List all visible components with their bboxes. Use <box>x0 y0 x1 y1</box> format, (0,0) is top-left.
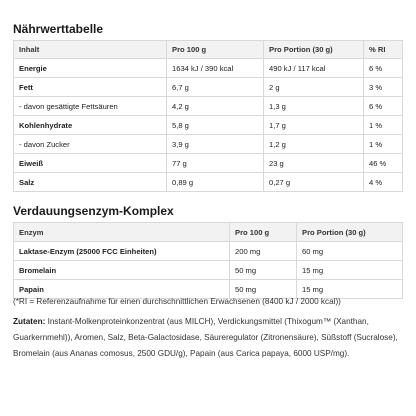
column-header-per100: Pro 100 g <box>167 41 264 59</box>
nutrient-name: - davon Zucker <box>14 135 167 154</box>
value-per-portion: 0,27 g <box>264 173 364 192</box>
value-per-portion: 2 g <box>264 78 364 97</box>
value-per-100g: 77 g <box>167 154 264 173</box>
value-per-portion: 60 mg <box>297 242 403 261</box>
value-per-100g: 0,89 g <box>167 173 264 192</box>
value-ri-percent: 3 % <box>364 78 403 97</box>
value-per-portion: 15 mg <box>297 280 403 299</box>
value-per-100g: 200 mg <box>230 242 297 261</box>
value-per-100g: 6,7 g <box>167 78 264 97</box>
enzyme-table-body <box>14 242 403 299</box>
value-per-portion: 1,7 g <box>264 116 364 135</box>
value-per-100g: 3,9 g <box>167 135 264 154</box>
value-per-portion: 1,3 g <box>264 97 364 116</box>
nutrition-header-row <box>14 41 403 59</box>
nutrition-table <box>13 40 403 192</box>
value-ri-percent: 1 % <box>364 135 403 154</box>
table-row <box>14 59 403 78</box>
ingredients-text <box>13 314 405 362</box>
table-row <box>14 116 403 135</box>
value-ri-percent: 4 % <box>364 173 403 192</box>
table-row <box>14 78 403 97</box>
table-row <box>14 242 403 261</box>
nutrient-name: - davon gesättigte Fettsäuren <box>14 97 167 116</box>
value-per-portion: 15 mg <box>297 261 403 280</box>
nutrient-name: Salz <box>14 173 167 192</box>
column-header-portion: Pro Portion (30 g) <box>264 41 364 59</box>
value-ri-percent: 46 % <box>364 154 403 173</box>
nutrition-table-body <box>14 59 403 192</box>
enzyme-name: Bromelain <box>14 261 230 280</box>
value-per-portion: 23 g <box>264 154 364 173</box>
table-row <box>14 97 403 116</box>
value-per-100g: 50 mg <box>230 261 297 280</box>
enzyme-table-title: Verdauungsenzym-Komplex <box>13 204 174 218</box>
column-header-ri: % RI <box>364 41 403 59</box>
enzyme-table <box>13 222 403 299</box>
value-per-100g: 5,8 g <box>167 116 264 135</box>
nutrient-name: Energie <box>14 59 167 78</box>
enzyme-name: Laktase-Enzym (25000 FCC Einheiten) <box>14 242 230 261</box>
ingredients-list: Instant-Molkenproteinkonzentrat (aus MILCH), Verdickungsmittel (Thixogum™ (Xanthan, Guarkernmehl)), Aromen, Salz, Beta-Galactosidase, Säureregulator (Zitronensäure), Süßstoff (Sucralose), Bromelain (aus Ananas comosus, 2500 GDU/g), Papain (aus Carica papaya, 6000 USP/mg). <box>13 317 398 358</box>
table-row <box>14 135 403 154</box>
nutrition-table-title: Nährwerttabelle <box>13 22 104 36</box>
value-per-portion: 490 kJ / 117 kcal <box>264 59 364 78</box>
table-row <box>14 280 403 299</box>
value-ri-percent: 6 % <box>364 59 403 78</box>
value-per-100g: 4,2 g <box>167 97 264 116</box>
value-per-portion: 1,2 g <box>264 135 364 154</box>
nutrient-name: Kohlenhydrate <box>14 116 167 135</box>
value-per-100g: 1634 kJ / 390 kcal <box>167 59 264 78</box>
ingredients-label: Zutaten: <box>13 317 46 326</box>
column-header-enzyme: Enzym <box>14 223 230 242</box>
nutrient-name: Fett <box>14 78 167 97</box>
value-ri-percent: 1 % <box>364 116 403 135</box>
enzyme-name: Papain <box>14 280 230 299</box>
enzyme-header-row <box>14 223 403 242</box>
table-row <box>14 154 403 173</box>
column-header-portion: Pro Portion (30 g) <box>297 223 403 242</box>
table-row <box>14 173 403 192</box>
ri-footnote: (*RI = Referenzaufnahme für einen durchschnittlichen Erwachsenen (8400 kJ / 2000 kcal)) <box>13 297 341 306</box>
value-per-100g: 50 mg <box>230 280 297 299</box>
table-row <box>14 261 403 280</box>
column-header-per100: Pro 100 g <box>230 223 297 242</box>
value-ri-percent: 6 % <box>364 97 403 116</box>
nutrient-name: Eiweiß <box>14 154 167 173</box>
column-header-content: Inhalt <box>14 41 167 59</box>
